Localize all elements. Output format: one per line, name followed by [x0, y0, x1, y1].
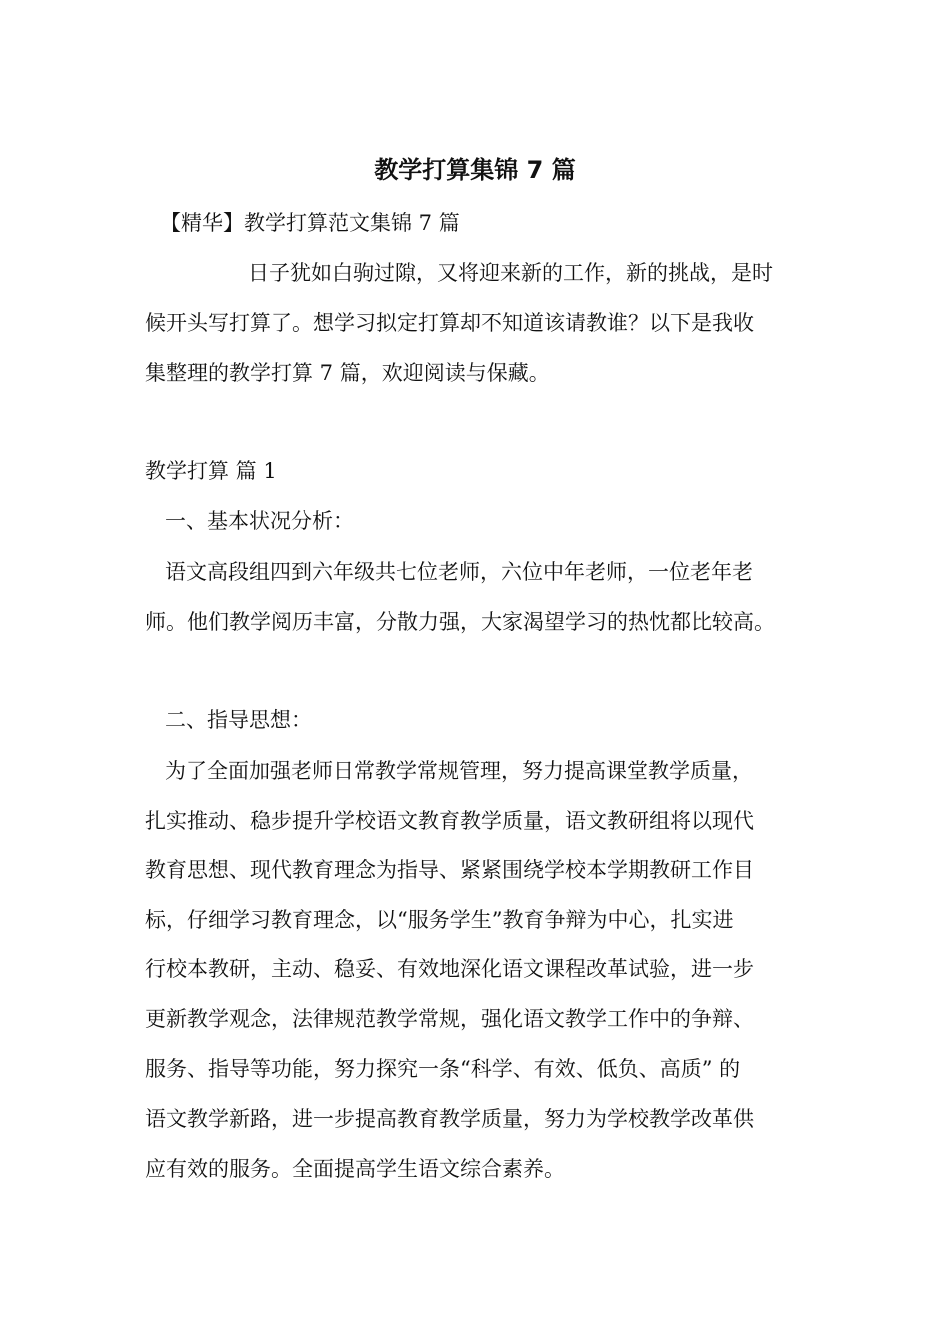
paragraph-line: 更新教学观念，法律规范教学常规，强化语文教学工作中的争辩、 — [145, 1007, 754, 1031]
part1-heading: 一、基本状况分析： — [165, 509, 354, 533]
paragraph-line: 扎实推动、稳步提升学校语文教育教学质量，语文教研组将以现代 — [145, 809, 754, 833]
intro-line: 候开头写打算了。想学习拟定打算却不知道该请教谁？以下是我收 — [145, 311, 754, 335]
paragraph-line: 师。他们教学阅历丰富，分散力强，大家渴望学习的热忱都比较高。 — [145, 610, 775, 634]
document-subtitle: 【精华】教学打算范文集锦 7 篇 — [160, 211, 460, 235]
intro-line: 集整理的教学打算 7 篇，欢迎阅读与保藏。 — [145, 361, 550, 385]
section-heading: 教学打算 篇 1 — [145, 459, 277, 483]
paragraph-line: 服务、指导等功能，努力探究一条“科学、有效、低负、高质” 的 — [145, 1057, 741, 1081]
paragraph-line: 行校本教研，主动、稳妥、有效地深化语文课程改革试验，进一步 — [145, 957, 754, 981]
paragraph-line: 标，仔细学习教育理念，以“服务学生”教育争辩为中心，扎实进 — [145, 908, 734, 932]
document-title: 教学打算集锦 7 篇 — [374, 156, 576, 184]
paragraph-line: 教育思想、现代教育理念为指导、紧紧围绕学校本学期教研工作目 — [145, 858, 754, 882]
intro-line: 日子犹如白驹过隙，又将迎来新的工作，新的挑战，是时 — [248, 261, 773, 285]
part2-heading: 二、指导思想： — [165, 708, 312, 732]
paragraph-line: 语文高段组四到六年级共七位老师，六位中年老师，一位老年老 — [165, 560, 753, 584]
paragraph-line: 应有效的服务。全面提高学生语文综合素养。 — [145, 1157, 565, 1181]
paragraph-line: 为了全面加强老师日常教学常规管理，努力提高课堂教学质量， — [165, 759, 753, 783]
paragraph-line: 语文教学新路，进一步提高教育教学质量，努力为学校教学改革供 — [145, 1107, 754, 1131]
